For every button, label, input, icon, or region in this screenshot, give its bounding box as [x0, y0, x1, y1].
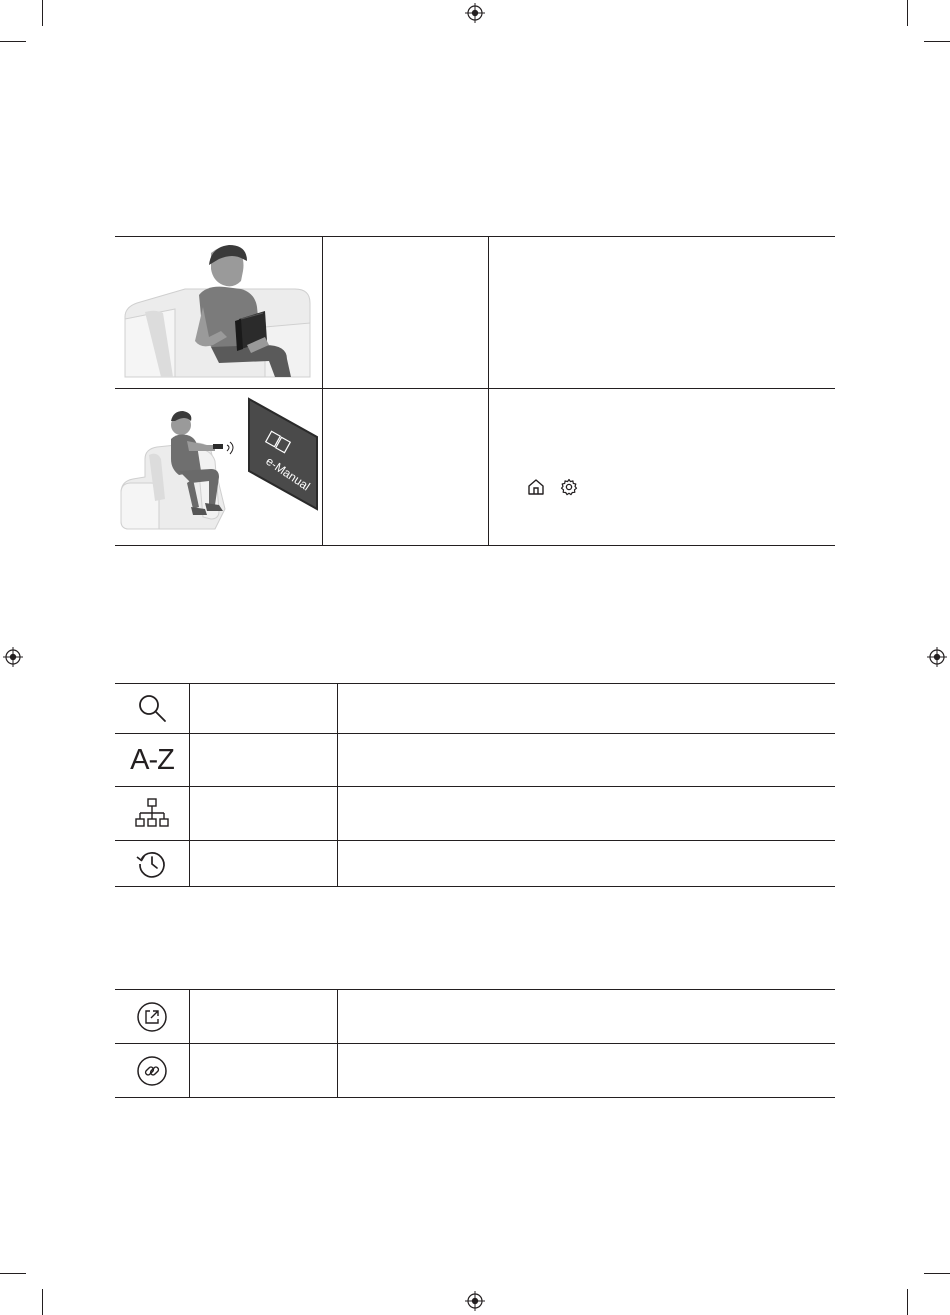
crop-mark — [0, 1273, 26, 1274]
gear-icon — [560, 478, 578, 496]
button-description-cell — [338, 734, 836, 787]
home-icon — [527, 478, 545, 496]
sitemap-icon — [134, 797, 170, 831]
button-description-cell — [338, 787, 836, 841]
crop-mark — [42, 0, 43, 26]
link-buttons-table — [115, 989, 835, 1098]
table-row — [115, 734, 835, 787]
crop-mark — [907, 0, 908, 26]
icon-cell — [115, 1044, 190, 1098]
table-row — [115, 684, 835, 734]
crop-mark — [924, 41, 950, 42]
table-row — [115, 237, 835, 389]
crop-mark — [907, 1289, 908, 1315]
link-icon — [136, 1055, 168, 1087]
manual-type-label-cell — [323, 237, 489, 389]
table-row — [115, 1044, 835, 1098]
button-name-cell — [190, 684, 338, 734]
manual-type-description-cell — [489, 237, 836, 389]
crop-mark — [924, 1273, 950, 1274]
icon-cell — [115, 684, 190, 734]
button-name-cell — [190, 841, 338, 887]
person-reading-manual-illustration — [115, 237, 322, 383]
manual-type-description-cell — [489, 389, 836, 546]
manual-type-label-cell — [323, 389, 489, 546]
registration-target-icon — [465, 3, 485, 23]
button-description-cell — [338, 990, 836, 1044]
external-link-icon — [136, 1001, 168, 1033]
registration-target-icon — [927, 647, 947, 667]
crop-mark — [0, 41, 26, 42]
icon-cell — [115, 787, 190, 841]
illustration-cell — [115, 389, 323, 546]
registration-target-icon — [465, 1291, 485, 1311]
button-description-cell — [338, 841, 836, 887]
table-row — [115, 841, 835, 887]
navigation-buttons-table — [115, 683, 835, 887]
tv-screen-label: e-Manual — [263, 453, 313, 494]
table-row — [115, 990, 835, 1044]
button-name-cell — [190, 787, 338, 841]
search-icon — [134, 691, 170, 727]
button-description-cell — [338, 1044, 836, 1098]
table-row — [115, 389, 835, 546]
crop-mark — [42, 1289, 43, 1315]
icon-cell — [115, 841, 190, 887]
button-description-cell — [338, 684, 836, 734]
icon-cell — [115, 734, 190, 787]
button-name-cell — [190, 990, 338, 1044]
a-z-index-icon: A-Z — [130, 743, 174, 776]
history-icon — [135, 847, 169, 881]
button-name-cell — [190, 1044, 338, 1098]
button-name-cell — [190, 734, 338, 787]
icon-cell — [115, 990, 190, 1044]
manual-types-table — [115, 236, 835, 546]
registration-target-icon — [3, 647, 23, 667]
illustration-cell — [115, 237, 323, 389]
person-with-remote-and-tv-illustration — [115, 389, 322, 540]
table-row — [115, 787, 835, 841]
